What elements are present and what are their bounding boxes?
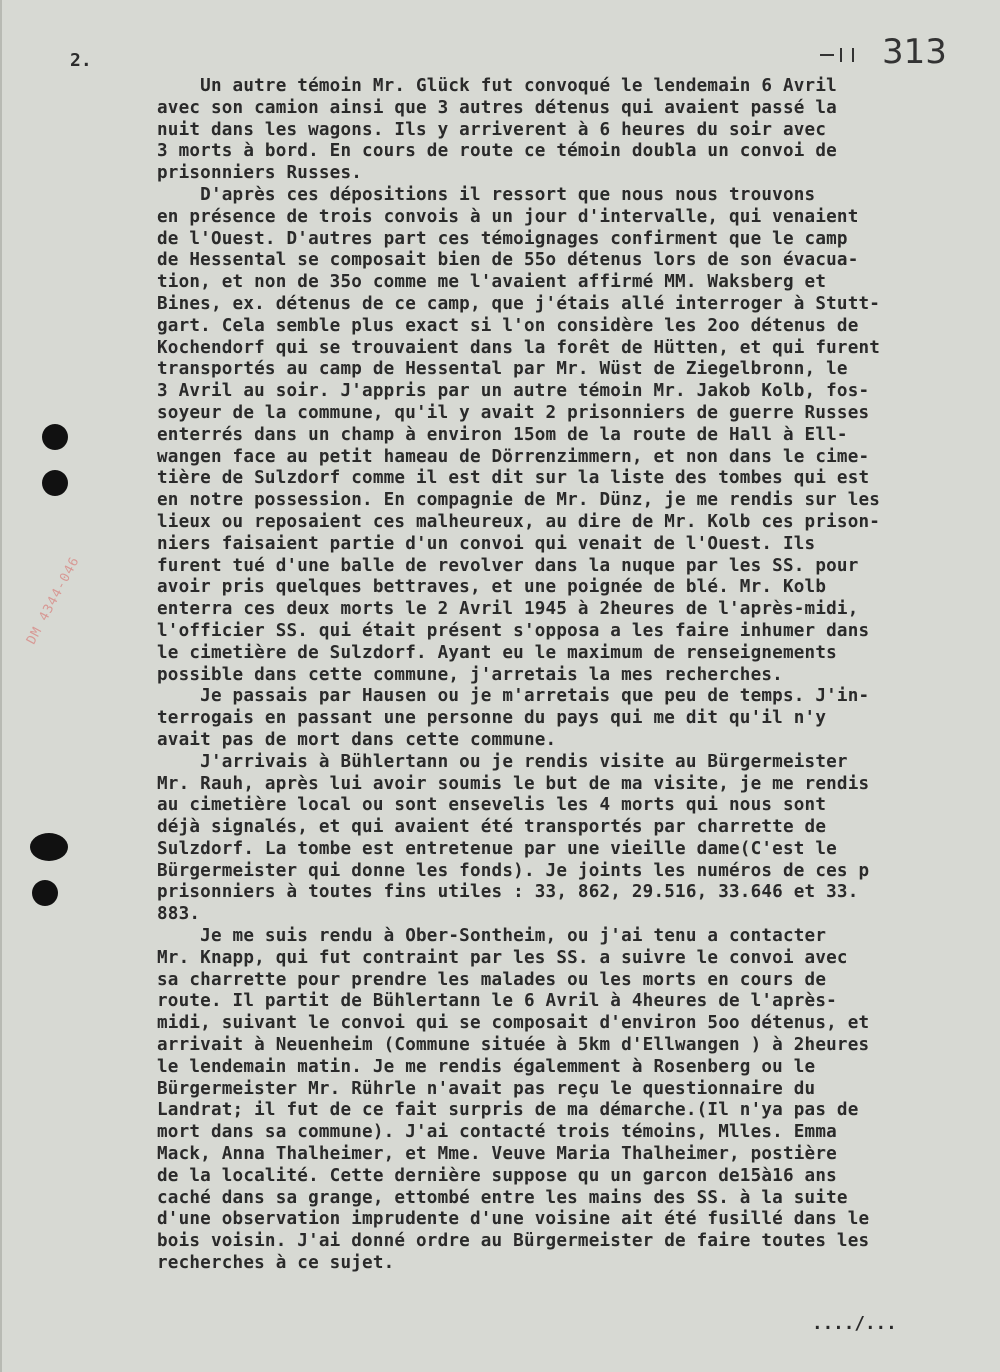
text-line: enterra ces deux morts le 2 Avril 1945 à 2heures de l'après-midi, <box>157 599 859 620</box>
text-line: sa charrette pour prendre les malades ou les morts en cours de <box>157 969 827 990</box>
text-line: niers faisaient partie d'un convoi qui venait de l'Ouest. Ils <box>157 533 816 554</box>
archive-number: 313 <box>882 32 947 72</box>
text-line: mort dans sa commune). J'ai contacté trois témoins, Mlles. Emma <box>157 1122 837 1143</box>
text-line: tière de Sulzdorf comme il est dit sur la liste des tombes qui est <box>157 468 870 489</box>
punch-hole <box>30 833 68 861</box>
text-line: Mack, Anna Thalheimer, et Mme. Veuve Maria Thalheimer, postière <box>157 1144 837 1165</box>
text-line: nuit dans les wagons. Ils y arriverent à 6 heures du soir avec <box>157 119 827 140</box>
text-line: avait pas de mort dans cette commune. <box>157 729 557 750</box>
text-line: Mr. Knapp, qui fut contraint par les SS. a suivre le convoi avec <box>157 947 848 968</box>
text-line: avoir pris quelques bettraves, et une poignée de blé. Mr. Kolb <box>157 577 827 598</box>
text-line: prisonniers à toutes fins utiles : 33, 862, 29.516, 33.646 et 33. <box>157 882 859 903</box>
faded-stamp: DM 4344-046 <box>24 554 83 648</box>
continuation-mark: ..../... <box>812 1314 897 1334</box>
text-line: recherches à ce sujet. <box>157 1253 395 1274</box>
text-line: lieux ou reposaient ces malheureux, au dire de Mr. Kolb ces prison- <box>157 511 881 532</box>
text-line: gart. Cela semble plus exact si l'on considère les 2oo détenus de <box>157 315 859 336</box>
text-line: Bürgermeister Mr. Rührle n'avait pas reçu le questionnaire du <box>157 1078 816 1099</box>
text-line: bois voisin. J'ai donné ordre au Bürgermeister de faire toutes les <box>157 1231 870 1252</box>
text-line: prisonniers Russes. <box>157 163 363 184</box>
text-line: wangen face au petit hameau de Dörrenzimmern, et non dans le cime- <box>157 446 870 467</box>
text-line: arrivait à Neuenheim (Commune située à 5km d'Ellwangen ) à 2heures <box>157 1035 870 1056</box>
punch-hole <box>42 470 68 496</box>
text-line: caché dans sa grange, ettombé entre les mains des SS. à la suite <box>157 1187 848 1208</box>
text-line: l'officier SS. qui était présent s'opposa a les faire inhumer dans <box>157 620 870 641</box>
punch-hole <box>42 424 68 450</box>
text-line: tion, et non de 35o comme me l'avaient affirmé MM. Waksberg et <box>157 272 827 293</box>
text-line: route. Il partit de Bühlertann le 6 Avril à 4heures de l'après- <box>157 991 837 1012</box>
text-line: Bürgermeister qui donne les fonds). Je joints les numéros de ces p <box>157 860 870 881</box>
archive-mark <box>820 48 860 62</box>
text-line: au cimetière local ou sont ensevelis les 4 morts qui nous sont <box>157 795 827 816</box>
text-line: 3 morts à bord. En cours de route ce témoin doubla un convoi de <box>157 141 837 162</box>
text-line: Mr. Rauh, après lui avoir soumis le but de ma visite, je me rendis <box>157 773 870 794</box>
punch-hole <box>32 880 58 906</box>
text-line: Je passais par Hausen ou je m'arretais que peu de temps. J'in- <box>157 686 870 707</box>
text-line: transportés au camp de Hessental par Mr. Wüst de Ziegelbronn, le <box>157 359 848 380</box>
text-line: D'après ces dépositions il ressort que nous nous trouvons <box>157 184 816 205</box>
text-line: J'arrivais à Bühlertann ou je rendis visite au Bürgermeister <box>157 751 848 772</box>
text-line: Landrat; il fut de ce fait surpris de ma démarche.(Il n'ya pas de <box>157 1100 859 1121</box>
text-line: 883. <box>157 904 201 925</box>
text-line: en présence de trois convois à un jour d'intervalle, qui venaient <box>157 206 859 227</box>
text-line: de l'Ouest. D'autres part ces témoignages confirment que le camp <box>157 228 848 249</box>
text-line: avec son camion ainsi que 3 autres détenus qui avaient passé la <box>157 97 837 118</box>
text-line: midi, suivant le convoi qui se composait d'environ 5oo détenus, et <box>157 1013 870 1034</box>
text-line: Je me suis rendu à Ober-Sontheim, ou j'ai tenu a contacter <box>157 926 827 947</box>
text-line: Sulzdorf. La tombe est entretenue par une vieille dame(C'est le <box>157 838 837 859</box>
text-line: d'une observation imprudente d'une voisine ait été fusillé dans le <box>157 1209 870 1230</box>
typewritten-body <box>157 76 1000 1275</box>
text-line: furent tué d'une balle de revolver dans la nuque par les SS. pour <box>157 555 859 576</box>
text-line: de la localité. Cette dernière suppose qu un garcon de15à16 ans <box>157 1165 837 1186</box>
text-line: Bines, ex. détenus de ce camp, que j'étais allé interroger à Stutt- <box>157 293 881 314</box>
text-line: de Hessental se composait bien de 55o détenus lors de son évacua- <box>157 250 859 271</box>
text-line: Un autre témoin Mr. Glück fut convoqué le lendemain 6 Avril <box>157 76 837 96</box>
text-line: soyeur de la commune, qu'il y avait 2 prisonniers de guerre Russes <box>157 402 870 423</box>
text-line: possible dans cette commune, j'arretais la mes recherches. <box>157 664 783 685</box>
text-line: le lendemain matin. Je me rendis égalemment à Rosenberg ou le <box>157 1056 816 1077</box>
page-number: 2. <box>70 50 92 71</box>
text-line: déjà signalés, et qui avaient été transportés par charrette de <box>157 817 827 838</box>
text-line: enterrés dans un champ à environ 15om de la route de Hall à Ell- <box>157 424 848 445</box>
text-line: terrogais en passant une personne du pays qui me dit qu'il n'y <box>157 708 827 729</box>
text-line: en notre possession. En compagnie de Mr. Dünz, je me rendis sur les <box>157 490 881 511</box>
text-line: le cimetière de Sulzdorf. Ayant eu le maximum de renseignements <box>157 642 837 663</box>
text-line: 3 Avril au soir. J'appris par un autre témoin Mr. Jakob Kolb, fos- <box>157 381 870 402</box>
text-line: Kochendorf qui se trouvaient dans la forêt de Hütten, et qui furent <box>157 337 881 358</box>
